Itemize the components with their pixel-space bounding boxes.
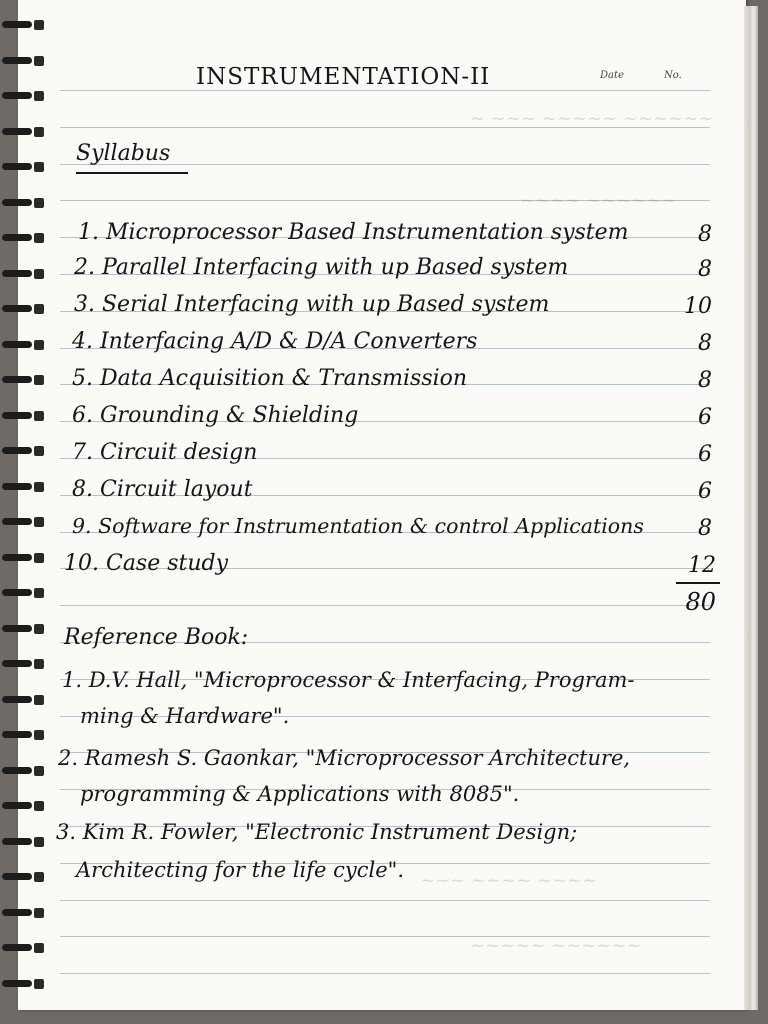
syllabus-marks: 10 bbox=[684, 294, 712, 319]
spiral-ring bbox=[2, 906, 44, 920]
reference-line: ming & Hardware". bbox=[80, 704, 290, 728]
spiral-ring bbox=[2, 622, 44, 636]
bleed-through-text: ~~~ ~~~~ ~~~~ bbox=[420, 870, 598, 891]
spiral-ring bbox=[2, 18, 44, 32]
reference-line: 2. Ramesh S. Gaonkar, "Microprocessor Architecture, bbox=[58, 746, 631, 770]
spiral-ring bbox=[2, 54, 44, 68]
syllabus-marks: 8 bbox=[698, 368, 712, 393]
spiral-ring bbox=[2, 835, 44, 849]
syllabus-item: 10. Case study bbox=[64, 551, 229, 576]
syllabus-marks: 12 bbox=[688, 553, 716, 578]
syllabus-marks: 6 bbox=[698, 405, 712, 430]
syllabus-underline bbox=[76, 172, 188, 174]
spiral-ring bbox=[2, 941, 44, 955]
syllabus-item: 8. Circuit layout bbox=[72, 477, 253, 502]
syllabus-heading: Syllabus bbox=[76, 141, 171, 166]
spiral-ring bbox=[2, 373, 44, 387]
syllabus-item: 6. Grounding & Shielding bbox=[72, 403, 359, 428]
syllabus-item: 5. Data Acquisition & Transmission bbox=[72, 366, 468, 391]
spiral-ring bbox=[2, 480, 44, 494]
spiral-ring bbox=[2, 409, 44, 423]
ruled-line bbox=[60, 973, 710, 974]
spiral-ring bbox=[2, 551, 44, 565]
total-marks: 80 bbox=[685, 588, 716, 616]
spiral-ring bbox=[2, 515, 44, 529]
spiral-ring bbox=[2, 586, 44, 600]
syllabus-item: 7. Circuit design bbox=[72, 440, 258, 465]
spiral-ring bbox=[2, 693, 44, 707]
reference-line: 1. D.V. Hall, "Microprocessor & Interfacing, Program- bbox=[62, 668, 635, 692]
reference-heading: Reference Book: bbox=[64, 625, 249, 650]
spiral-ring bbox=[2, 196, 44, 210]
total-divider bbox=[676, 582, 720, 584]
spiral-ring bbox=[2, 89, 44, 103]
ruled-line bbox=[60, 605, 710, 606]
page-title: INSTRUMENTATION-II bbox=[196, 64, 491, 90]
spiral-ring bbox=[2, 657, 44, 671]
spiral-ring bbox=[2, 728, 44, 742]
bleed-through-text: ~~~~~ ~~~~~~ bbox=[470, 935, 642, 956]
syllabus-marks: 8 bbox=[698, 516, 712, 541]
syllabus-marks: 8 bbox=[698, 331, 712, 356]
date-label: Date bbox=[600, 70, 624, 81]
syllabus-marks: 8 bbox=[698, 222, 712, 247]
syllabus-marks: 6 bbox=[698, 442, 712, 467]
syllabus-item: 9. Software for Instrumentation & control Applications bbox=[72, 514, 644, 538]
bleed-through-text: ~~~~ ~~~~~~ bbox=[520, 190, 677, 211]
syllabus-item: 3. Serial Interfacing with up Based system bbox=[74, 292, 550, 317]
reference-line: Architecting for the life cycle". bbox=[76, 858, 405, 882]
spiral-ring bbox=[2, 231, 44, 245]
spiral-ring bbox=[2, 338, 44, 352]
spiral-ring bbox=[2, 977, 44, 991]
bleed-through-text: ~ ~~~ ~~~~~ ~~~~~~ bbox=[470, 108, 714, 129]
ruled-line bbox=[60, 90, 710, 91]
reference-line: programming & Applications with 8085". bbox=[80, 782, 520, 806]
syllabus-marks: 6 bbox=[698, 479, 712, 504]
syllabus-item: 4. Interfacing A/D & D/A Converters bbox=[72, 329, 478, 354]
syllabus-item: 2. Parallel Interfacing with up Based system bbox=[74, 255, 569, 280]
spiral-ring bbox=[2, 799, 44, 813]
spiral-ring bbox=[2, 444, 44, 458]
reference-line: 3. Kim R. Fowler, "Electronic Instrument Design; bbox=[56, 820, 578, 844]
syllabus-marks: 8 bbox=[698, 257, 712, 282]
spiral-binding bbox=[0, 0, 46, 1024]
ruled-line bbox=[60, 900, 710, 901]
spiral-ring bbox=[2, 160, 44, 174]
syllabus-item: 1. Microprocessor Based Instrumentation system bbox=[78, 220, 629, 245]
spiral-ring bbox=[2, 870, 44, 884]
spiral-ring bbox=[2, 125, 44, 139]
spiral-ring bbox=[2, 267, 44, 281]
page-number-label: No. bbox=[664, 70, 682, 81]
spiral-ring bbox=[2, 764, 44, 778]
page-edge bbox=[744, 6, 758, 1010]
spiral-ring bbox=[2, 302, 44, 316]
